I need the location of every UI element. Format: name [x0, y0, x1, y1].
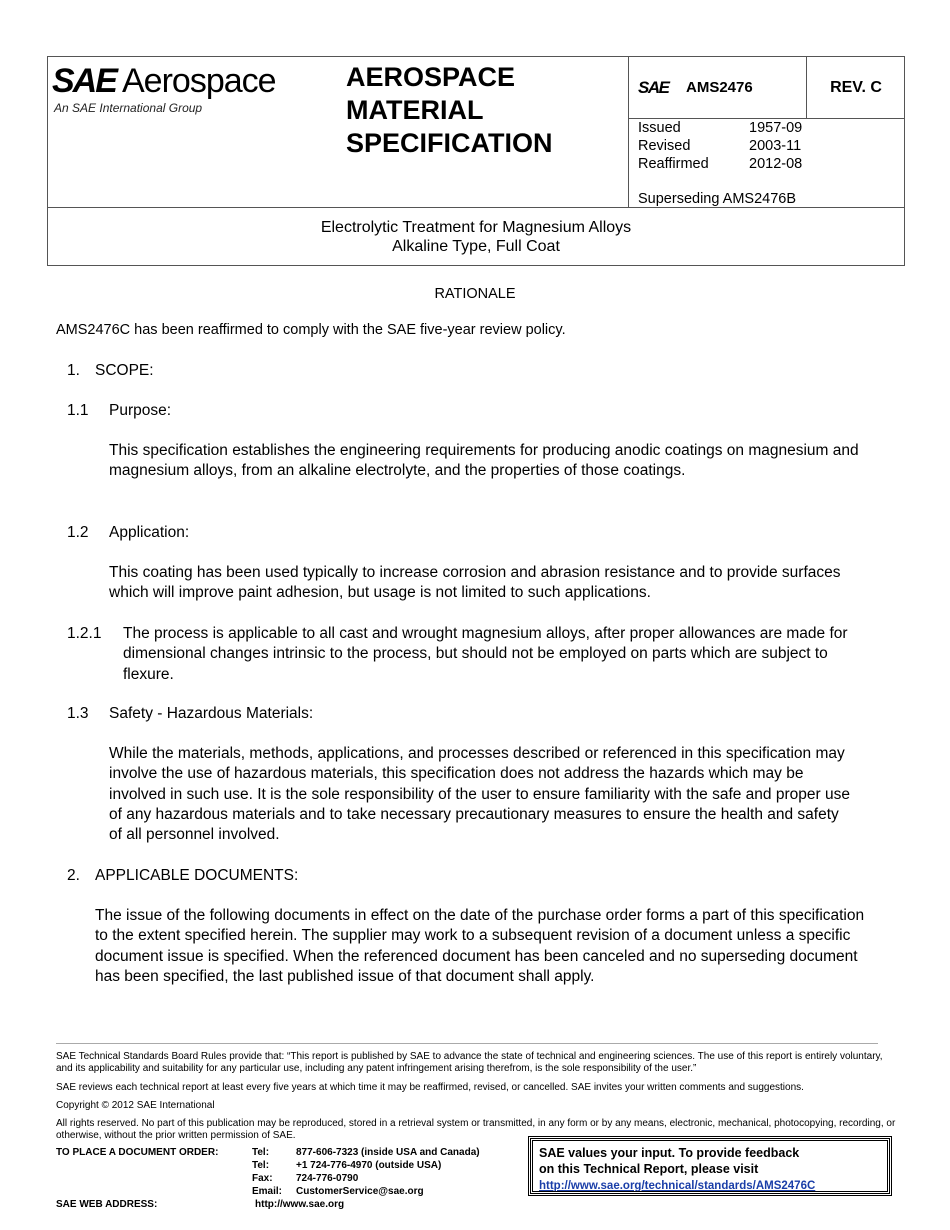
contact-label: Email: [252, 1186, 283, 1197]
section-2-text: The issue of the following documents in effect on the date of the purchase order forms a part of this specification to the extent specified herein. The supplier may work to a subsequent revision of a document unless a specific document issue is specified. When the referenced document has been canceled and no superseding document has been specified, the last published issue of that document shall apply. [95, 907, 865, 985]
section-title: Purpose: [109, 402, 172, 419]
section-number: 1.3 [67, 705, 89, 722]
doc-number-cell [629, 57, 807, 119]
footer-rules-text: SAE Technical Standards Board Rules provide that: “This report is published by SAE to advance the state of technical and engineering sciences. The use of this report is entirely voluntary, and its applicability and suitability for any particular use, including any patent infringement arising therefrom, is the sole responsibility of the user.” [56, 1051, 883, 1074]
contact-row [252, 1185, 480, 1198]
section-1-heading [67, 361, 154, 381]
section-2-heading [67, 866, 299, 886]
section-title: Application: [109, 524, 190, 541]
revision-cell: REV. C [807, 57, 905, 119]
title-line: SPECIFICATION [346, 128, 553, 158]
section-1-2-heading [67, 523, 190, 543]
rationale-heading: RATIONALE [434, 286, 516, 302]
sae-aerospace-logo [52, 63, 332, 123]
feedback-line: on this Technical Report, please visit [539, 1162, 759, 1176]
section-1-1-heading [67, 401, 172, 421]
footer-divider [56, 1043, 878, 1044]
section-title: Safety - Hazardous Materials: [109, 705, 314, 722]
superseding-note: Superseding AMS2476B [638, 191, 796, 207]
logo-subtitle: An SAE International Group [54, 101, 203, 115]
contact-value[interactable]: 724-776-0790 [296, 1173, 359, 1184]
feedback-line: SAE values your input. To provide feedback [539, 1146, 800, 1160]
date-label: Reaffirmed [638, 156, 709, 172]
date-row-reaffirmed [638, 155, 838, 173]
date-value: 2012-08 [749, 156, 803, 172]
contact-label: Fax: [252, 1173, 273, 1184]
date-row-revised [638, 137, 838, 155]
contact-row [252, 1159, 480, 1172]
footer-copyright: Copyright © 2012 SAE International [56, 1100, 215, 1111]
footer-rights-text: All rights reserved. No part of this publication may be reproduced, stored in a retrieval system or transmitted, in any form or by any means, electronic, mechanical, photocopying, recording, or otherwise, without the prior written permission of SAE. [56, 1118, 896, 1141]
section-1-1-text: This specification establishes the engineering requirements for producing anodic coatings on magnesium and magnesium alloys, from an alkaline electrolyte, and the properties of those coatings. [109, 442, 859, 480]
section-1-2-1-text: The process is applicable to all cast and wrought magnesium alloys, after proper allowances are made for dimensional changes intrinsic to the process, but should not be employed on parts which are subject to flexure. [123, 625, 848, 683]
date-label: Revised [638, 138, 691, 154]
footer-review-text: SAE reviews each technical report at least every five years at which time it may be reaffirmed, revised, or cancelled. SAE invites your written comments and suggestions. [56, 1082, 804, 1093]
contact-label: Tel: [252, 1160, 270, 1171]
spec-dates [638, 119, 838, 208]
date-row-issued [638, 119, 838, 137]
doc-title-line: Electrolytic Treatment for Magnesium Alloys [320, 219, 632, 236]
section-number: 1.2 [67, 524, 89, 541]
doc-title-line: Alkaline Type, Full Coat [392, 238, 560, 255]
date-value: 2003-11 [749, 138, 802, 154]
contact-label: Tel: [252, 1147, 270, 1158]
spec-type-title [346, 61, 606, 160]
document-title [48, 218, 904, 256]
rationale-text: AMS2476C has been reaffirmed to comply with the SAE five-year review policy. [56, 322, 566, 338]
title-line: MATERIAL [346, 95, 484, 125]
section-number: 2. [67, 867, 80, 884]
section-1-3-text: While the materials, methods, applications, and processes described or referenced in this specification may involve the use of hazardous materials, this specification does not address the hazards which may be involved in such use. It is the sole responsibility of the user to ensure familiarity with the safe and proper use of any hazardous materials and to take necessary precautionary measures to ensure the health and safety of all personnel involved. [109, 745, 850, 844]
date-label: Issued [638, 120, 681, 136]
doc-number: AMS2476 [686, 79, 753, 96]
title-line: AEROSPACE [346, 62, 516, 92]
section-1-2-1-number: 1.2.1 [67, 625, 102, 642]
logo-sae-text: SAE [52, 62, 116, 100]
contact-row [252, 1172, 480, 1185]
web-address-link[interactable]: http://www.sae.org [255, 1199, 345, 1210]
date-value: 1957-09 [749, 120, 803, 136]
spec-info-area [628, 57, 904, 208]
section-title: SCOPE: [95, 362, 154, 379]
sae-mini-logo: SAE [638, 78, 669, 97]
contact-value[interactable]: +1 724-776-4970 (outside USA) [296, 1160, 442, 1171]
section-number: 1. [67, 362, 80, 379]
feedback-link[interactable]: http://www.sae.org/technical/standards/AMS2476C [539, 1180, 816, 1192]
section-number: 1.1 [67, 402, 89, 419]
section-title: APPLICABLE DOCUMENTS: [95, 867, 299, 884]
contact-row [252, 1146, 480, 1159]
web-address-label: SAE WEB ADDRESS: [56, 1199, 158, 1210]
header-top [48, 57, 904, 208]
header-box [47, 56, 905, 266]
order-label: TO PLACE A DOCUMENT ORDER: [56, 1147, 219, 1158]
contact-list [252, 1146, 480, 1198]
contact-value[interactable]: 877-606-7323 (inside USA and Canada) [296, 1147, 480, 1158]
feedback-box [528, 1136, 892, 1196]
section-1-2-text: This coating has been used typically to increase corrosion and abrasion resistance and to provide surfaces which will improve paint adhesion, but usage is not limited to such applications. [109, 564, 841, 602]
section-1-3-heading [67, 704, 314, 724]
contact-email[interactable]: CustomerService@sae.org [296, 1186, 424, 1197]
logo-aerospace-text: Aerospace [122, 62, 276, 100]
